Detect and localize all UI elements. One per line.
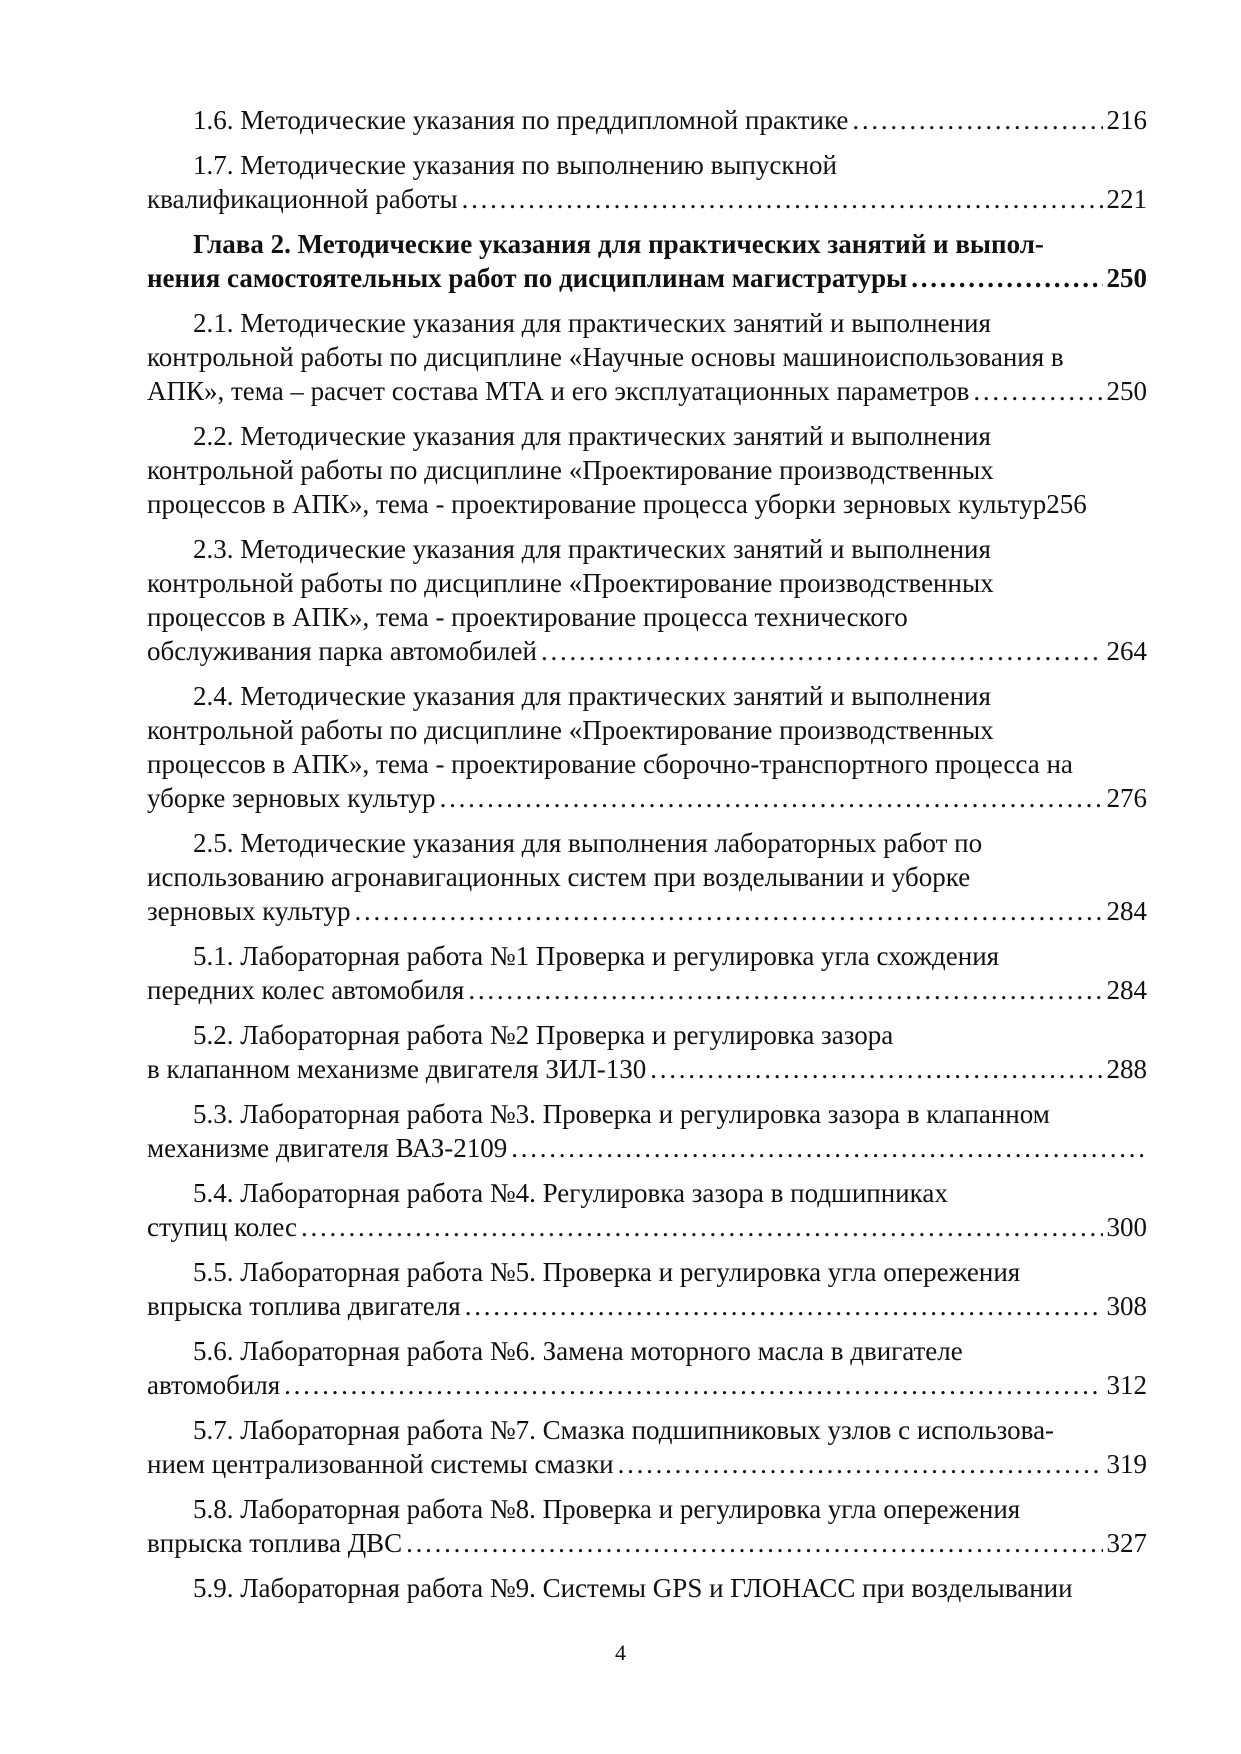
- toc-entry-text: 5.7. Лабораторная работа №7. Смазка подшипниковых узлов с использова-: [193, 1415, 1055, 1445]
- toc-entry-text: уборке зерновых культур: [147, 783, 436, 813]
- toc-entry-page: 288: [1106, 1054, 1147, 1084]
- toc-entry: [147, 306, 1147, 408]
- toc-entry-text: Глава 2. Методические указания для практических занятий и выпол-: [193, 229, 1044, 259]
- dot-leader: [618, 1447, 1103, 1481]
- toc-entry-page: 327: [1106, 1528, 1147, 1558]
- toc-entry: [147, 1571, 1147, 1605]
- toc-entry-page: 221: [1106, 184, 1147, 214]
- dot-leader: [911, 261, 1102, 295]
- toc-entry-last-line: [147, 261, 1147, 295]
- dot-leader: [541, 634, 1103, 668]
- toc-entry: [147, 103, 1147, 137]
- toc-entry-page: 312: [1106, 1370, 1147, 1400]
- toc-entry-last-line: [147, 1210, 1147, 1244]
- toc-entry-text: квалификационной работы: [147, 184, 458, 214]
- toc-entry: [147, 1413, 1147, 1481]
- toc-entry-text: 5.4. Лабораторная работа №4. Регулировка зазора в подшипниках: [193, 1178, 948, 1208]
- toc-entry-text: процессов в АПК», тема - проектирование сборочно-транспортного процесса на: [147, 749, 1073, 779]
- toc-entry-text: 5.8. Лабораторная работа №8. Проверка и регулировка угла опережения: [193, 1494, 1021, 1524]
- toc-entry-text: 2.5. Методические указания для выполнения лабораторных работ по: [193, 828, 983, 858]
- toc-entry-text: контрольной работы по дисциплине «Проектирование производственных: [147, 568, 994, 598]
- toc-entry-last-line: [147, 1289, 1147, 1323]
- toc-entry: [147, 532, 1147, 668]
- toc-entry-page: 284: [1106, 896, 1147, 926]
- toc-entry-last-line: [147, 1368, 1147, 1402]
- toc-entry: [147, 148, 1147, 216]
- toc-entry-page: 216: [1106, 105, 1147, 135]
- toc-entry-page: 250: [1106, 376, 1147, 406]
- dot-leader: [650, 1052, 1102, 1086]
- toc-entry-text: 5.6. Лабораторная работа №6. Замена моторного масла в двигателе: [193, 1336, 963, 1366]
- toc-entry-last-line: [147, 103, 1147, 137]
- dot-leader: [301, 1210, 1102, 1244]
- toc-entry-text: 2.2. Методические указания для практических занятий и выполнения: [193, 421, 991, 451]
- toc-entry-page: 264: [1106, 636, 1147, 666]
- toc-entry-text: 2.1. Методические указания для практических занятий и выполнения: [193, 308, 991, 338]
- toc-entry-text: контрольной работы по дисциплине «Проектирование производственных: [147, 455, 994, 485]
- toc-entry-text: ступиц колес: [147, 1212, 298, 1242]
- toc-entry-text: 5.9. Лабораторная работа №9. Системы GPS и ГЛОНАСС при возделывании: [193, 1573, 1073, 1603]
- toc-entry-last-line: [147, 374, 1147, 408]
- toc-entry-text: в клапанном механизме двигателя ЗИЛ-130: [147, 1054, 647, 1084]
- dot-leader: [973, 374, 1102, 408]
- toc-entry-text: 5.3. Лабораторная работа №3. Проверка и регулировка зазора в клапанном: [193, 1099, 1050, 1129]
- toc-entry-last-line: [147, 182, 1147, 216]
- toc-entry: [147, 1018, 1147, 1086]
- table-of-contents: [147, 103, 1147, 1616]
- toc-entry: [147, 939, 1147, 1007]
- toc-entry-last-line: [147, 894, 1147, 928]
- toc-entry-page: 276: [1106, 783, 1147, 813]
- toc-entry-page: 300: [1106, 1212, 1147, 1242]
- toc-entry-text: процессов в АПК», тема - проектирование процесса уборки зерновых культур256: [147, 489, 1087, 519]
- toc-entry-text: впрыска топлива двигателя: [147, 1291, 461, 1321]
- toc-entry: [147, 679, 1147, 815]
- toc-entry-page: 308: [1106, 1291, 1147, 1321]
- toc-entry: [147, 1492, 1147, 1560]
- dot-leader: [465, 1289, 1103, 1323]
- toc-entry-last-line: [147, 634, 1147, 668]
- toc-entry-text: 5.2. Лабораторная работа №2 Проверка и регулировка зазора: [193, 1020, 894, 1050]
- toc-entry: [147, 826, 1147, 928]
- toc-entry-text: автомобиля: [147, 1370, 281, 1400]
- dot-leader: [462, 182, 1103, 216]
- toc-entry: [147, 1255, 1147, 1323]
- dot-leader: [440, 781, 1103, 815]
- dot-leader: [852, 103, 1102, 137]
- toc-entry-text: контрольной работы по дисциплине «Научные основы машиноиспользования в: [147, 342, 1064, 372]
- toc-entry: [147, 227, 1147, 295]
- toc-entry-text: процессов в АПК», тема - проектирование процесса технического: [147, 602, 908, 632]
- dot-leader: [468, 973, 1102, 1007]
- toc-entry: [147, 1334, 1147, 1402]
- toc-entry-text: контрольной работы по дисциплине «Проектирование производственных: [147, 715, 994, 745]
- toc-entry-page: 319: [1106, 1449, 1147, 1479]
- toc-entry: [147, 1176, 1147, 1244]
- toc-entry-last-line: [147, 1447, 1147, 1481]
- toc-entry-text: 5.1. Лабораторная работа №1 Проверка и регулировка угла схождения: [193, 941, 1000, 971]
- toc-entry-text: АПК», тема – расчет состава МТА и его эксплуатационных параметров: [147, 376, 970, 406]
- toc-entry-text: 2.3. Методические указания для практических занятий и выполнения: [193, 534, 991, 564]
- toc-entry-page: 284: [1106, 975, 1147, 1005]
- toc-entry-last-line: [147, 487, 1147, 521]
- dot-leader: [284, 1368, 1102, 1402]
- toc-entry-text: 5.5. Лабораторная работа №5. Проверка и регулировка угла опережения: [193, 1257, 1021, 1287]
- toc-entry-text: 2.4. Методические указания для практических занятий и выполнения: [193, 681, 991, 711]
- toc-entry-text: нием централизованной системы смазки: [147, 1449, 614, 1479]
- toc-entry-text: 1.7. Методические указания по выполнению выпускной: [193, 150, 837, 180]
- toc-entry-page: 250: [1106, 263, 1147, 293]
- toc-entry-last-line: [147, 1131, 1147, 1165]
- toc-entry: [147, 1097, 1147, 1165]
- toc-entry-last-line: [147, 781, 1147, 815]
- dot-leader: [511, 1131, 1147, 1165]
- toc-entry-last-line: [147, 1526, 1147, 1560]
- toc-entry-last-line: [147, 1052, 1147, 1086]
- toc-entry: [147, 419, 1147, 521]
- toc-entry-text: передних колес автомобиля: [147, 975, 465, 1005]
- toc-entry-text: использованию агронавигационных систем при возделывании и уборке: [147, 862, 971, 892]
- toc-entry-text: впрыска топлива ДВС: [147, 1528, 403, 1558]
- dot-leader: [406, 1526, 1102, 1560]
- toc-entry-text: нения самостоятельных работ по дисциплинам магистратуры: [147, 263, 908, 293]
- dot-leader: [355, 894, 1103, 928]
- toc-entry-text: механизме двигателя ВАЗ-2109: [147, 1133, 508, 1163]
- toc-entry-text: 1.6. Методические указания по преддипломной практике: [193, 105, 849, 135]
- toc-entry-text: обслуживания парка автомобилей: [147, 636, 537, 666]
- toc-entry-text: зерновых культур: [147, 896, 351, 926]
- page-number: 4: [615, 1640, 626, 1665]
- toc-entry-last-line: [147, 973, 1147, 1007]
